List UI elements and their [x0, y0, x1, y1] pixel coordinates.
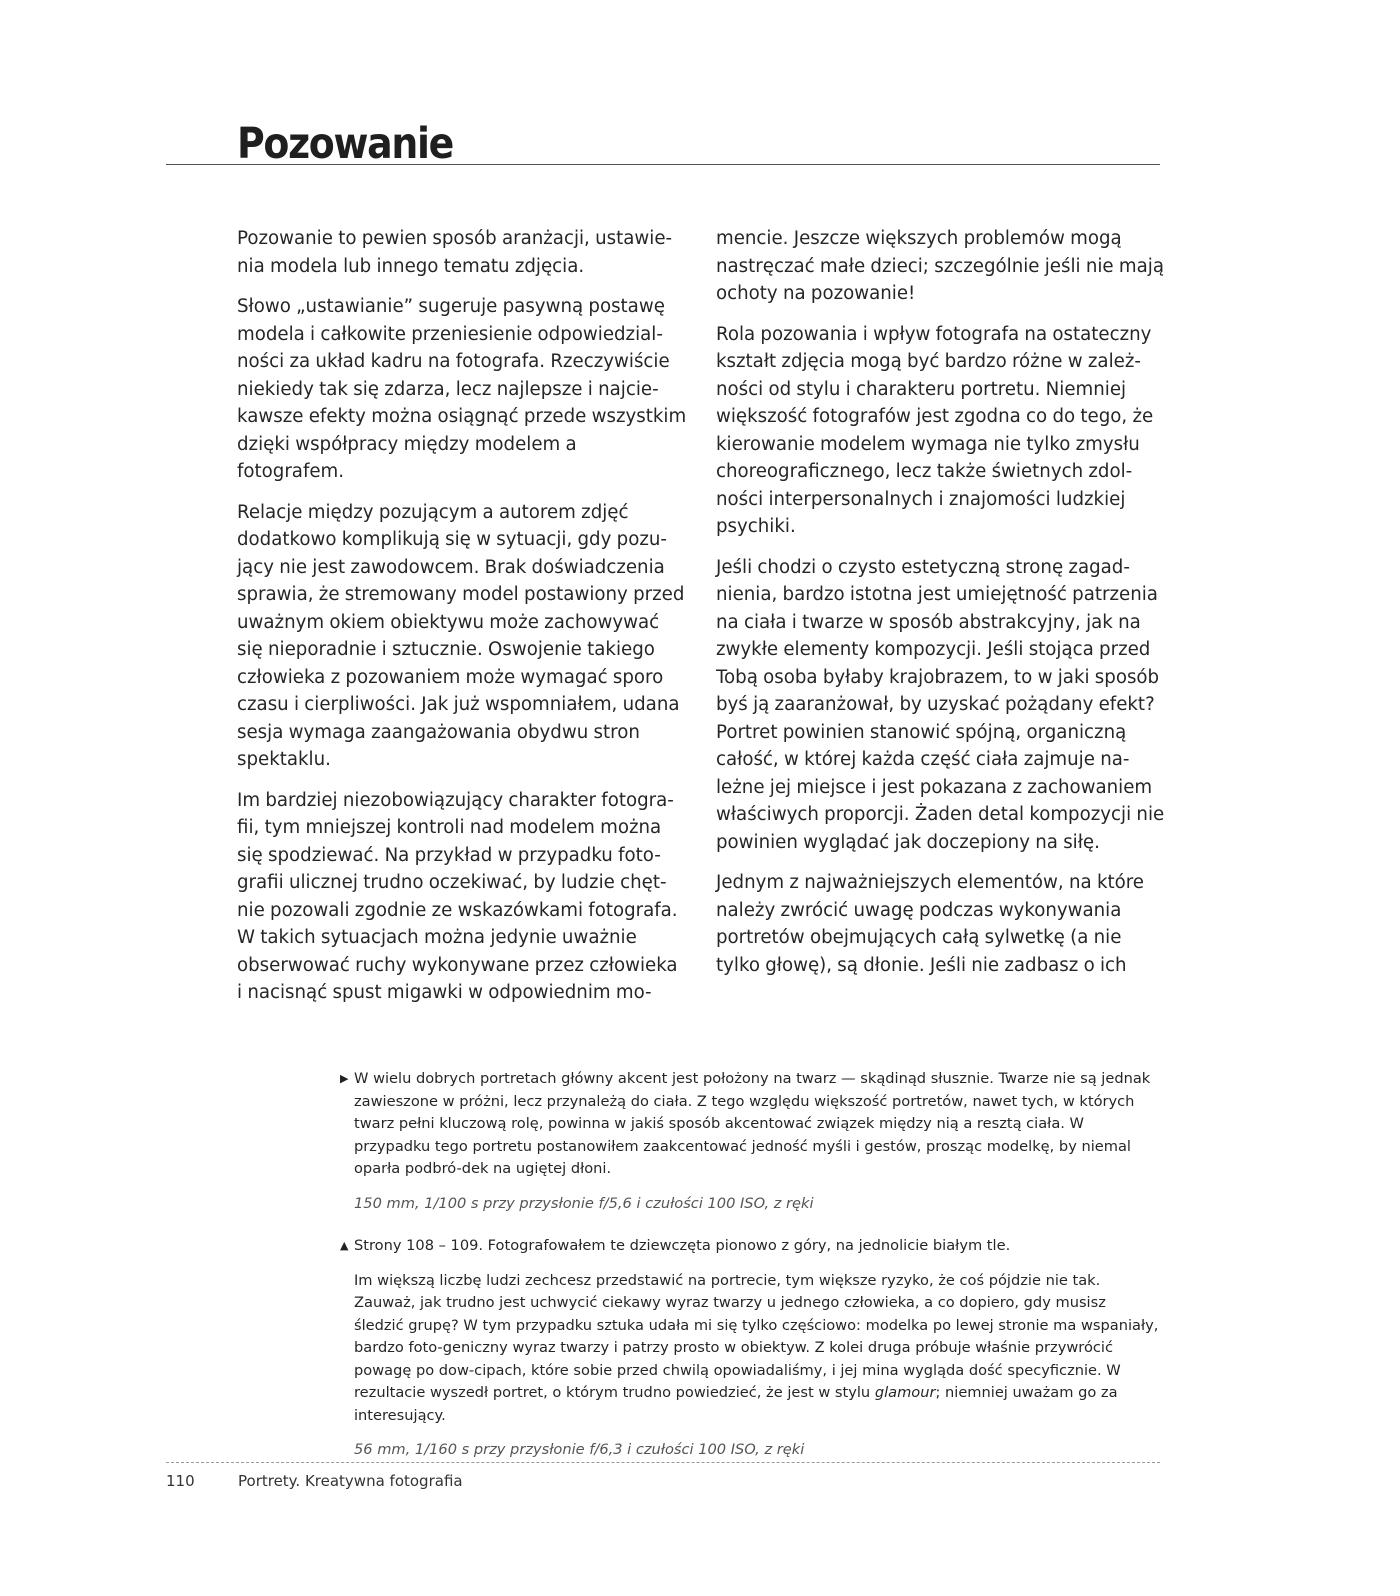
caption-exif: 56 mm, 1/160 s przy przysłonie f/6,3 i czułości 100 ISO, z ręki: [354, 1441, 805, 1458]
running-footer-title: Portrety. Kreatywna fotografia: [238, 1472, 463, 1490]
caption-heading: Strony 108 – 109. Fotografowałem te dziewczęta pionowo z góry, na jednolicie białym tle.: [354, 1237, 1011, 1254]
page-title: Pozowanie: [237, 119, 453, 169]
photo-captions: [340, 1068, 1160, 1474]
body-column-right: [716, 225, 1166, 992]
right-arrow-icon: ▶: [340, 1072, 349, 1085]
title-divider: [166, 164, 1160, 165]
caption-exif: 150 mm, 1/100 s przy przysłonie f/5,6 i czułości 100 ISO, z ręki: [354, 1194, 814, 1212]
up-arrow-icon: ▲: [340, 1239, 349, 1252]
caption-previous-spread: [340, 1235, 1160, 1462]
body-paragraph: Rola pozowania i wpływ fotografa na ostateczny kształt zdjęcia mogą być bardzo różne w zależ-ności od stylu i charakteru portretu. Niemniej większość fotografów jest zgodna co do tego, że kierowanie modelem wymaga nie tylko zmysłu choreograficznego, lecz także świetnych zdol-ności interpersonalnych i znajomości ludzkiej psychiki.: [716, 323, 1154, 537]
body-paragraph: Im bardziej niezobowiązujący charakter fotogra-fii, tym mniejszej kontroli nad modelem można się spodziewać. Na przykład w przypadku foto-grafii ulicznej trudno oczekiwać, by ludzie chęt-nie pozowali zgodnie ze wskazówkami fotografa. W takich sytuacjach można jedynie uważnie obserwować ruchy wykonywane przez człowieka i nacisnąć spust migawki w odpowiednim mo-: [237, 789, 678, 1003]
footer-divider: [166, 1462, 1160, 1463]
body-paragraph: Jednym z najważniejszych elementów, na które należy zwrócić uwagę podczas wykonywania portretów obejmujących całą sylwetkę (a nie tylko głowę), są dłonie. Jeśli nie zadbasz o ich: [716, 872, 1144, 976]
caption-right-photo: [340, 1068, 1160, 1215]
body-paragraph: Pozowanie to pewien sposób aranżacji, ustawie-nia modela lub innego tematu zdjęcia.: [237, 228, 673, 277]
body-paragraph: Relacje między pozującym a autorem zdjęć dodatkowo komplikują się w sytuacji, gdy pozu-jący nie jest zawodowcem. Brak doświadczenia sprawia, że stremowany model postawiony przed uważnym okiem obiektywu może zachowywać się nieporadnie i sztucznie. Oswojenie takiego człowieka z pozowaniem może wymagać sporo czasu i cierpliwości. Jak już wspomniałem, udana sesja wymaga zaangażowania obydwu stron spektaklu.: [237, 501, 685, 770]
caption-text: W wielu dobrych portretach główny akcent jest położony na twarz — skądinąd słusznie. Twarze nie są jednak zawieszone w próżni, lecz przynależą do ciała. Z tego względu większość portretów, nawet tych, w których twarz pełni kluczową rolę, powinna w jakiś sposób akcentować związek między nią a resztą ciała. W przypadku tego portretu postanowiłem zaakcentować jedność myśli i gestów, prosząc modelkę, by niemal oparła podbró-dek na ugiętej dłoni.: [354, 1070, 1151, 1177]
page-number: 110: [166, 1472, 195, 1490]
body-column-left: [237, 225, 687, 1020]
body-paragraph: Jeśli chodzi o czysto estetyczną stronę zagad-nienia, bardzo istotna jest umiejętność patrzenia na ciała i twarze w sposób abstrakcyjny, jak na zwykłe elementy kompozycji. Jeśli stojąca przed Tobą osoba byłaby krajobrazem, to w jaki sposób byś ją zaaranżował, by uzyskać pożądany efekt? Portret powinien stanowić spójną, organiczną całość, w której każda część ciała zajmuje na-leżne jej miejsce i jest pokazana z zachowaniem właściwych proporcji. Żaden detal kompozycji nie powinien wyglądać jak doczepiony na siłę.: [716, 556, 1165, 853]
body-paragraph: mencie. Jeszcze większych problemów mogą nastręczać małe dzieci; szczególnie jeśli nie mają ochoty na pozowanie!: [716, 228, 1164, 304]
body-paragraph: Słowo „ustawianie” sugeruje pasywną postawę modela i całkowite przeniesienie odpowiedzial-ności za układ kadru na fotografa. Rzeczywiście niekiedy tak się zdarza, lecz najlepsze i najcie-kawsze efekty można osiągnąć przede wszystkim dzięki współpracy między modelem a fotografem.: [237, 296, 687, 482]
caption-text: Im większą liczbę ludzi zechcesz przedstawić na portrecie, tym większe ryzyko, że coś pójdzie nie tak. Zauważ, jak trudno jest uchwycić ciekawy wyraz twarzy u jednego człowieka, a co dopiero, gdy musisz śledzić grupę? W tym przypadku sztuka udała mi się tylko częściowo: modelka po lewej stronie ma wspaniały, bardzo foto-geniczny wyraz twarzy i patrzy prosto w obiektyw. Z kolei druga próbuje właśnie przywrócić powagę po dow-cipach, które sobie przed chwilą opowiadaliśmy, i jej mina wygląda dość specyficznie. W rezultacie wyszedł portret, o którym trudno powiedzieć, że jest w stylu glamour; niemniej uważam go za interesujący.: [354, 1271, 1159, 1424]
